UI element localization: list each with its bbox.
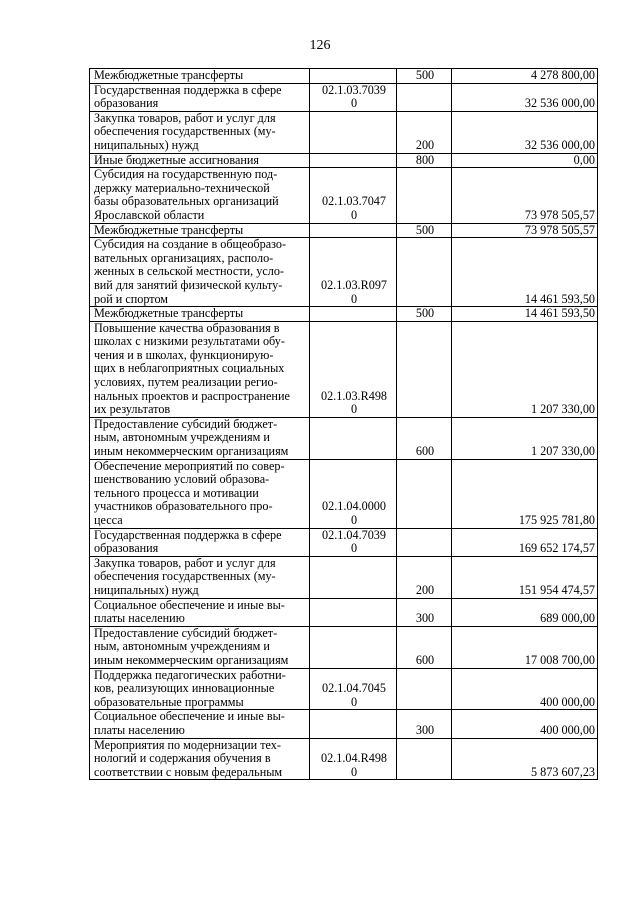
- amount-cell: 73 978 505,57: [452, 168, 598, 223]
- expense-name-line: Субсидия на создание в общеобразо-: [94, 237, 287, 252]
- expense-name-cell: [90, 459, 310, 528]
- expense-name-cell: [90, 238, 310, 307]
- expense-name-line: условиях, путем реализации регио-: [94, 375, 278, 390]
- expense-name-line: Поддержка педагогических работни-: [94, 668, 286, 682]
- table-row: [90, 528, 598, 556]
- expense-name-cell: [90, 626, 310, 668]
- expense-type-cell: 200: [397, 111, 452, 153]
- expense-name-line: Повышение качества образования в: [94, 321, 280, 335]
- expense-name-cell: [90, 111, 310, 153]
- target-code-cell: [310, 556, 397, 598]
- expense-name-line: нальных проектов и распространение: [94, 388, 290, 403]
- budget-table-body: [90, 69, 598, 780]
- target-code-cell: [310, 528, 397, 556]
- amount-cell: 17 008 700,00: [452, 626, 598, 668]
- amount-cell: 151 954 474,57: [452, 556, 598, 598]
- expense-name-line: платы населению: [94, 722, 185, 737]
- expense-type-cell: 300: [397, 710, 452, 738]
- target-code-cell: [310, 111, 397, 153]
- target-code-cell: [310, 223, 397, 238]
- target-code-cell: [310, 738, 397, 780]
- expense-type-cell: [397, 459, 452, 528]
- table-row: [90, 417, 598, 459]
- target-code-line: 0: [350, 764, 358, 779]
- expense-name-cell: [90, 307, 310, 322]
- amount-cell: 1 207 330,00: [452, 417, 598, 459]
- expense-name-cell: [90, 321, 310, 417]
- table-row: [90, 710, 598, 738]
- expense-name-line: образования: [94, 96, 159, 111]
- amount-cell: 73 978 505,57: [452, 223, 598, 238]
- expense-name-line: Иные бюджетные ассигнования: [94, 153, 260, 167]
- amount-cell: 1 207 330,00: [452, 321, 598, 417]
- expense-name-line: тельного процесса и мотивации: [94, 485, 259, 500]
- expense-name-line: Межбюджетные трансферты: [94, 306, 244, 321]
- table-row: [90, 111, 598, 153]
- expense-name-line: обеспечения государственных (му-: [94, 569, 276, 584]
- expense-name-line: ниципальных) нужд: [94, 582, 199, 597]
- expense-name-line: Мероприятия по модернизации тех-: [94, 738, 281, 752]
- target-code-line: 02.1.03.R097: [320, 277, 388, 292]
- target-code-cell: [310, 83, 397, 111]
- expense-name-line: Межбюджетные трансферты: [94, 223, 244, 237]
- expense-name-line: участников образовательного про-: [94, 499, 273, 514]
- expense-name-line: Государственная поддержка в сфере: [94, 83, 282, 97]
- expense-name-line: соответствии с новым федеральным: [94, 764, 283, 779]
- target-code-cell: [310, 668, 397, 710]
- expense-name-cell: [90, 153, 310, 168]
- table-row: [90, 153, 598, 168]
- table-row: [90, 168, 598, 223]
- target-code-line: 02.1.03.7039: [322, 83, 386, 97]
- expense-type-cell: 600: [397, 626, 452, 668]
- expense-name-line: Ярославской области: [94, 207, 205, 222]
- expense-name-line: школах с низкими результатами обу-: [94, 334, 285, 349]
- amount-cell: 32 536 000,00: [452, 83, 598, 111]
- target-code-line: 0: [350, 207, 358, 222]
- expense-name-line: Межбюджетные трансферты: [94, 68, 244, 82]
- table-row: [90, 238, 598, 307]
- expense-name-cell: [90, 168, 310, 223]
- expense-name-line: базы образовательных организаций: [94, 194, 279, 209]
- expense-name-line: Государственная поддержка в сфере: [94, 528, 282, 542]
- expense-name-line: их результатов: [94, 402, 171, 417]
- target-code-cell: [310, 710, 397, 738]
- target-code-cell: [310, 626, 397, 668]
- amount-cell: 169 652 174,57: [452, 528, 598, 556]
- table-row: [90, 321, 598, 417]
- target-code-line: 02.1.03.R498: [320, 388, 388, 403]
- table-row: [90, 626, 598, 668]
- expense-type-cell: 200: [397, 556, 452, 598]
- amount-cell: 32 536 000,00: [452, 111, 598, 153]
- expense-name-line: Обеспечение мероприятий по совер-: [94, 459, 285, 473]
- expense-name-cell: [90, 738, 310, 780]
- target-code-cell: [310, 153, 397, 168]
- amount-cell: 0,00: [452, 153, 598, 168]
- expense-name-line: ков, реализующих инновационные: [94, 681, 275, 696]
- target-code-line: 02.1.04.R498: [320, 751, 388, 766]
- target-code-line: 0: [350, 402, 358, 417]
- amount-cell: 400 000,00: [452, 668, 598, 710]
- expense-type-cell: [397, 168, 452, 223]
- budget-table: [89, 68, 598, 780]
- expense-name-line: Предоставление субсидий бюджет-: [94, 417, 278, 431]
- target-code-line: 0: [350, 291, 358, 306]
- expense-name-line: Предоставление субсидий бюджет-: [94, 626, 278, 640]
- expense-name-line: платы населению: [94, 611, 185, 626]
- expense-name-line: женных в сельской местности, усло-: [94, 264, 284, 279]
- amount-cell: 689 000,00: [452, 598, 598, 626]
- expense-type-cell: [397, 83, 452, 111]
- expense-type-cell: 500: [397, 69, 452, 84]
- target-code-cell: [310, 598, 397, 626]
- expense-type-cell: [397, 738, 452, 780]
- expense-type-cell: [397, 238, 452, 307]
- expense-name-line: держку материально-технической: [94, 180, 270, 195]
- expense-name-cell: [90, 556, 310, 598]
- expense-name-line: обеспечения государственных (му-: [94, 124, 276, 139]
- amount-cell: 14 461 593,50: [452, 307, 598, 322]
- expense-name-cell: [90, 417, 310, 459]
- expense-name-line: Социальное обеспечение и иные вы-: [94, 598, 285, 612]
- expense-name-line: щих в неблагоприятных социальных: [94, 361, 285, 376]
- expense-name-cell: [90, 668, 310, 710]
- target-code-line: 0: [350, 694, 358, 709]
- expense-name-line: Субсидия на государственную под-: [94, 167, 278, 182]
- expense-name-line: цесса: [94, 513, 123, 527]
- expense-name-line: Социальное обеспечение и иные вы-: [94, 709, 285, 724]
- page-number: 126: [309, 38, 331, 53]
- expense-name-line: Закупка товаров, работ и услуг для: [94, 556, 276, 570]
- expense-name-line: вательных организациях, располо-: [94, 250, 274, 265]
- target-code-cell: [310, 307, 397, 322]
- target-code-line: 02.1.04.7045: [322, 681, 386, 696]
- target-code-cell: [310, 459, 397, 528]
- expense-name-line: чения и в школах, функционирую-: [94, 347, 274, 362]
- target-code-cell: [310, 69, 397, 84]
- expense-name-line: нологий и содержания обучения в: [94, 751, 271, 766]
- expense-type-cell: 300: [397, 598, 452, 626]
- expense-name-line: шенствованию условий образова-: [94, 472, 270, 487]
- expense-name-line: иным некоммерческим организациям: [94, 444, 289, 459]
- expense-name-line: вий для занятий физической культу-: [94, 277, 283, 292]
- expense-name-line: образования: [94, 541, 159, 556]
- amount-cell: 4 278 800,00: [452, 69, 598, 84]
- target-code-line: 0: [350, 513, 358, 527]
- expense-type-cell: 500: [397, 223, 452, 238]
- expense-name-line: ным, автономным учреждениям и: [94, 639, 270, 654]
- expense-name-cell: [90, 528, 310, 556]
- amount-cell: 14 461 593,50: [452, 238, 598, 307]
- table-row: [90, 668, 598, 710]
- target-code-line: 02.1.04.7039: [322, 528, 386, 542]
- expense-name-line: Закупка товаров, работ и услуг для: [94, 111, 276, 125]
- table-row: [90, 223, 598, 238]
- target-code-line: 0: [350, 96, 358, 111]
- table-row: [90, 83, 598, 111]
- table-row: [90, 738, 598, 780]
- expense-name-cell: [90, 83, 310, 111]
- target-code-cell: [310, 168, 397, 223]
- expense-name-line: ным, автономным учреждениям и: [94, 430, 270, 445]
- expense-name-line: рой и спортом: [94, 291, 169, 306]
- table-row: [90, 556, 598, 598]
- table-row: [90, 307, 598, 322]
- expense-name-cell: [90, 223, 310, 238]
- expense-type-cell: [397, 321, 452, 417]
- amount-cell: 5 873 607,23: [452, 738, 598, 780]
- expense-type-cell: 800: [397, 153, 452, 168]
- expense-name-cell: [90, 710, 310, 738]
- table-row: [90, 459, 598, 528]
- expense-type-cell: [397, 528, 452, 556]
- expense-name-cell: [90, 598, 310, 626]
- table-row: [90, 598, 598, 626]
- table-row: [90, 69, 598, 84]
- amount-cell: 175 925 781,80: [452, 459, 598, 528]
- expense-name-cell: [90, 69, 310, 84]
- target-code-cell: [310, 417, 397, 459]
- target-code-line: 02.1.04.0000: [322, 499, 386, 514]
- expense-type-cell: 500: [397, 307, 452, 322]
- expense-name-line: ниципальных) нужд: [94, 137, 199, 152]
- target-code-line: 0: [350, 541, 358, 556]
- expense-type-cell: [397, 668, 452, 710]
- target-code-cell: [310, 321, 397, 417]
- target-code-line: 02.1.03.7047: [322, 194, 386, 209]
- expense-type-cell: 600: [397, 417, 452, 459]
- expense-name-line: иным некоммерческим организациям: [94, 652, 289, 667]
- expense-name-line: образовательные программы: [94, 694, 244, 709]
- amount-cell: 400 000,00: [452, 710, 598, 738]
- target-code-cell: [310, 238, 397, 307]
